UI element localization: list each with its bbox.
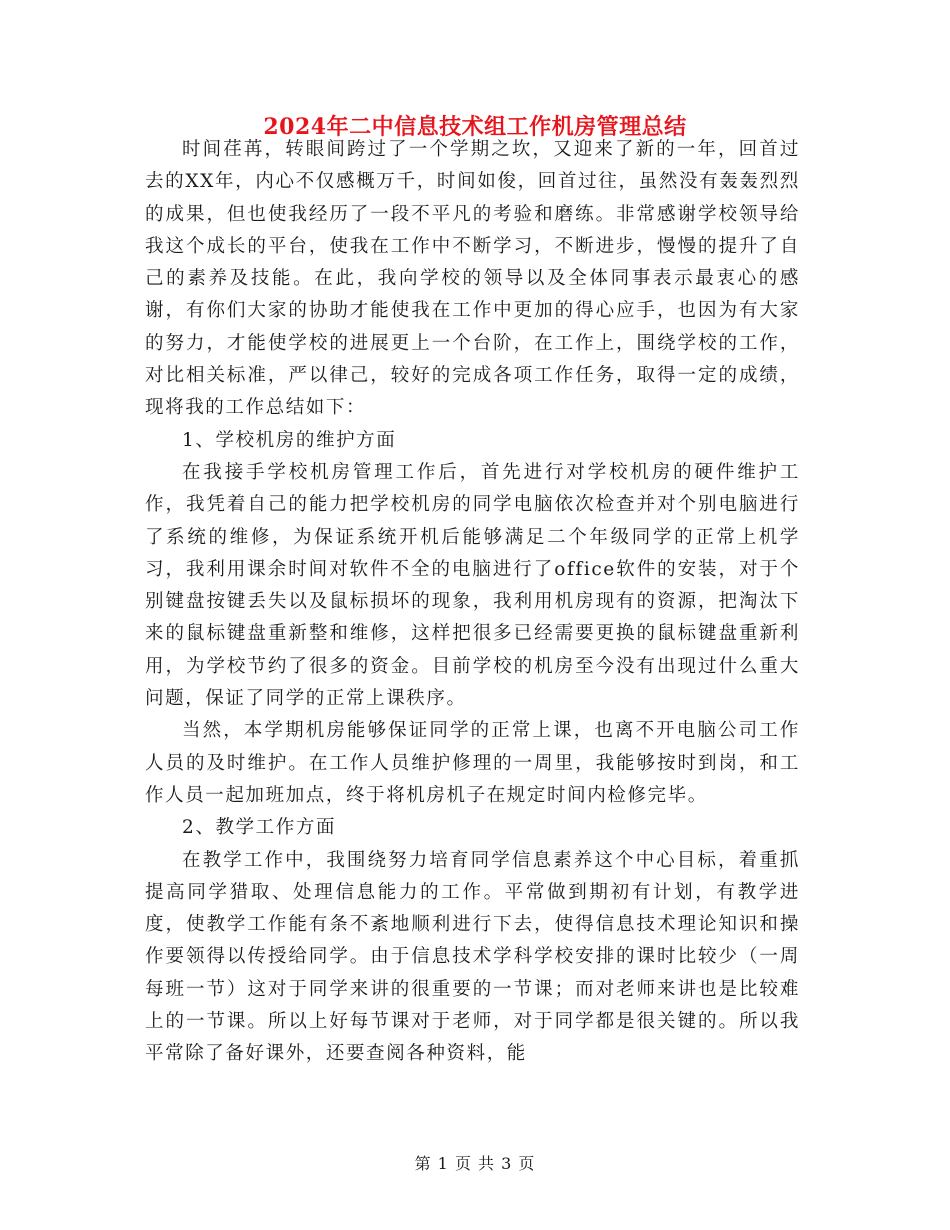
document-title: 2024年二中信息技术组工作机房管理总结 — [263, 114, 687, 140]
paragraph-teaching-work: 在教学工作中，我围绕努力培育同学信息素养这个中心目标，着重抓提高同学猎取、处理信息能力的工作。平常做到期初有计划，有教学进度，使教学工作能有条不紊地顺利进行下去，使得信息技术理论知识和操作要领得以传授给同学。由于信息技术学科学校安排的课时比较少（一周每班一节）这对于同学来讲的很重要的一节课；而对老师来讲也是比较难上的一节课。所以上好每节课对于老师，对于同学都是很关键的。所以我平常除了备好课外，还要查阅各种资料，能 — [145, 849, 800, 1065]
page-footer: 第 1 页 共 3 页 — [414, 1154, 536, 1173]
paragraph-company-support: 当然，本学期机房能够保证同学的正常上课，也离不开电脑公司工作人员的及时维护。在工作人员维护修理的一周里，我能够按时到岗，和工作人员一起加班加点，终于将机房机子在规定时间内检修完毕。 — [145, 720, 800, 806]
document-body — [145, 134, 800, 1071]
paragraph-intro: 时间荏苒，转眼间跨过了一个学期之坎，又迎来了新的一年，回首过去的XX年，内心不仅感概万千，时间如俊，回首过往，虽然没有轰轰烈烈的成果，但也使我经历了一段不平凡的考验和磨练。非常感谢学校领导给我这个成长的平台，使我在工作中不断学习，不断进步，慢慢的提升了自己的素养及技能。在此，我向学校的领导以及全体同事表示最衷心的感谢，有你们大家的协助才能使我在工作中更加的得心应手，也因为有大家的努力，才能使学校的进展更上一个台阶，在工作上，围绕学校的工作，对比相关标准，严以律己，较好的完成各项工作任务，取得一定的成绩，现将我的工作总结如下： — [145, 139, 800, 419]
section-heading-teaching: 2、教学工作方面 — [182, 817, 337, 839]
paragraph-machine-room-maintenance: 在我接手学校机房管理工作后，首先进行对学校机房的硬件维护工作，我凭着自己的能力把学校机房的同学电脑依次检查并对个别电脑进行了系统的维修，为保证系统开机后能够满足二个年级同学的正常上机学习，我利用课余时间对软件不全的电脑进行了office软件的安装，对于个别键盘按键丢失以及鼠标损坏的现象，我利用机房现有的资源，把淘汰下来的鼠标键盘重新整和维修，这样把很多已经需要更换的鼠标键盘重新利用，为学校节约了很多的资金。目前学校的机房至今没有出现过什么重大问题，保证了同学的正常上课秩序。 — [145, 461, 800, 710]
section-heading-machine-room: 1、学校机房的维护方面 — [182, 429, 397, 451]
